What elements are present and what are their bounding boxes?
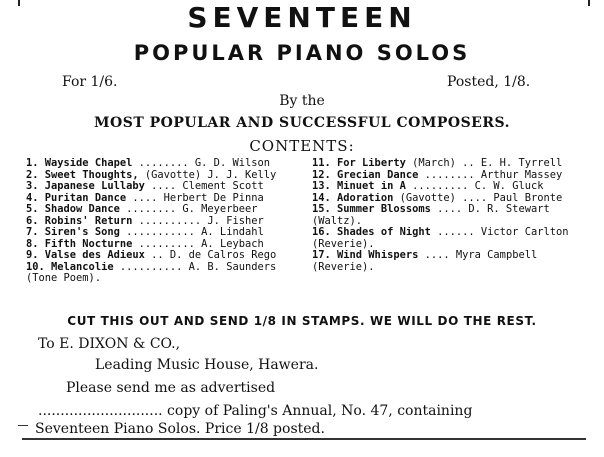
list-item: 16. Shades of Night ...... Victor Carlton [312, 227, 569, 238]
list-item: (Waltz). [312, 215, 363, 227]
composers-heading: MOST POPULAR AND SUCCESSFUL COMPOSERS. [94, 115, 510, 131]
posted-price-label: Posted, 1/8. [447, 74, 531, 90]
order-request: Please send me as advertised [66, 380, 276, 396]
list-item: 11. For Liberty (March) .. E. H. Tyrrell [312, 158, 563, 169]
border-bottom [22, 438, 586, 443]
list-item: 8. Fifth Nocturne ......... A. Leybach [26, 238, 264, 250]
list-item: 13. Minuet in A ......... C. W. Gluck [312, 181, 544, 192]
byline: By the [279, 93, 325, 109]
list-item: 3. Japanese Lullaby .... Clement Scott [26, 181, 264, 192]
list-item: (Tone Poem). [26, 273, 102, 284]
order-line-2: Seventeen Piano Solos. Price 1/8 posted. [35, 421, 325, 437]
ad-subtitle: POPULAR PIANO SOLOS [133, 41, 471, 65]
contents-right-column [312, 158, 602, 273]
address-line-2: Leading Music House, Hawera. [95, 357, 319, 373]
list-item: 1. Wayside Chapel ........ G. D. Wilson [26, 158, 270, 169]
list-item: 4. Puritan Dance .... Herbert De Pinna [26, 192, 264, 204]
price-label: For 1/6. [62, 74, 118, 90]
list-item: 9. Valse des Adieux .. D. de Calros Rego [26, 250, 277, 261]
list-item: (Reverie). [312, 261, 375, 273]
order-line-1: ............................ copy of Paling's Annual, No. 47, containing [38, 403, 473, 419]
divider [18, 425, 28, 426]
list-item: 7. Siren's Song ........... A. Lindahl [26, 227, 264, 238]
ad-title: SEVENTEEN [187, 1, 417, 34]
list-item: 14. Adoration (Gavotte) .... Paul Bronte [312, 192, 563, 204]
address-line-1: To E. DIXON & CO., [38, 336, 181, 352]
list-item: 12. Grecian Dance ........ Arthur Massey [312, 169, 563, 181]
contents-heading: CONTENTS: [249, 137, 355, 155]
list-item: 17. Wind Whispers .... Myra Campbell [312, 250, 538, 261]
cut-out-instruction: CUT THIS OUT AND SEND 1/8 IN STAMPS. WE WILL DO THE REST. [67, 314, 537, 328]
list-item: 2. Sweet Thoughts, (Gavotte) J. J. Kelly [26, 169, 277, 181]
list-item: 15. Summer Blossoms .... D. R. Stewart [312, 204, 550, 215]
list-item: 6. Robins' Return .......... J. Fisher [26, 215, 264, 227]
list-item: (Reverie). [312, 238, 375, 250]
contents-left-column [26, 158, 306, 285]
list-item: 10. Melancolie .......... A. B. Saunders [26, 261, 277, 273]
list-item: 5. Shadow Dance ........ G. Meyerbeer [26, 204, 258, 215]
